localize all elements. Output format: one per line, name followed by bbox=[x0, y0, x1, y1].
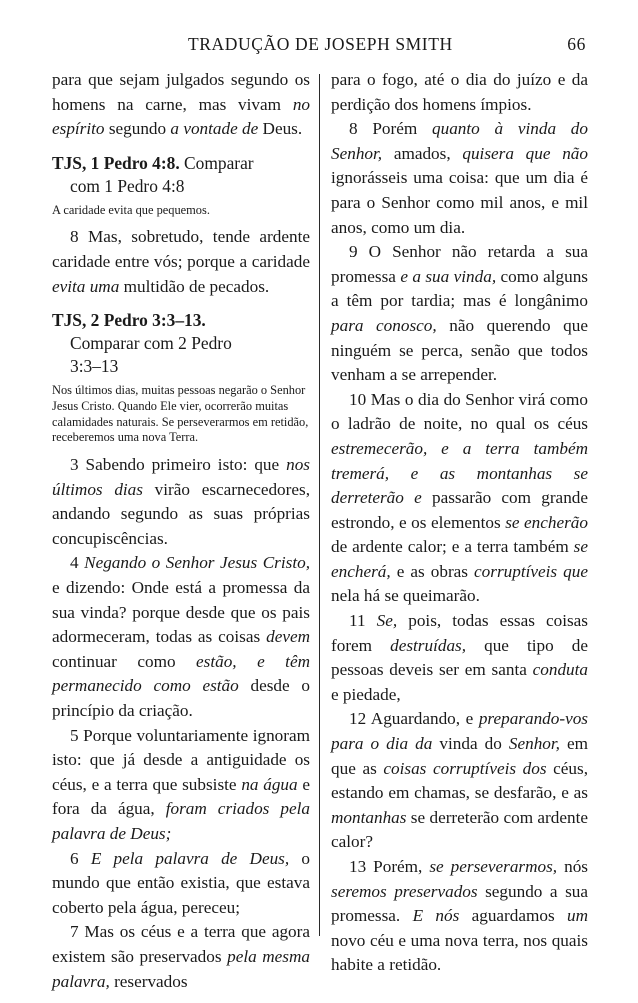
text-run: 8 Mas, sobretudo, tende ardente caridade entre vós; porque a caridade bbox=[52, 227, 310, 272]
text-run: que tipo de pessoas deveis ser em santa bbox=[331, 635, 588, 680]
italic-text: evita uma bbox=[52, 276, 120, 296]
italic-text: no espírito bbox=[52, 94, 310, 139]
text-run: Deus. bbox=[258, 119, 303, 139]
paragraph-continuation bbox=[52, 68, 310, 142]
italic-text: seremos preservados bbox=[331, 881, 478, 901]
text-run: segundo bbox=[104, 119, 171, 139]
verse-10 bbox=[331, 388, 588, 609]
text-run: e fora da água, bbox=[52, 774, 310, 819]
text-run: não querendo que ninguém se perca, senão que todos venham a se arrepender. bbox=[331, 315, 588, 385]
text-run: de ardente calor; e a terra também bbox=[331, 537, 574, 557]
italic-text: corruptíveis que bbox=[474, 561, 588, 581]
text-run: 13 Porém, bbox=[349, 857, 430, 876]
text-run: amados, bbox=[382, 143, 463, 163]
text-run: segundo a sua promessa. bbox=[331, 881, 588, 926]
text-run: passarão com grande estrondo, e os elementos bbox=[331, 488, 589, 532]
text-run: pois, todas essas coisas forem bbox=[331, 611, 588, 655]
verse-9 bbox=[331, 240, 588, 388]
text-run: nós bbox=[557, 857, 588, 876]
text-run: continuar como bbox=[52, 651, 197, 671]
italic-text: quisera que não bbox=[462, 143, 588, 163]
text-run: e as obras bbox=[390, 561, 475, 581]
italic-text: Negando o Senhor Jesus Cristo, bbox=[84, 553, 311, 573]
italic-text: montanhas bbox=[331, 807, 407, 827]
scripture-reference: TJS, 1 Pedro 4:8. bbox=[52, 152, 180, 173]
text-run: desde o princípio da criação. bbox=[52, 676, 310, 721]
text-run: vinda do bbox=[432, 734, 509, 754]
text-run: ignorásseis uma coisa: que um dia é para o Senhor como mil anos, e mil anos, como um dia. bbox=[331, 168, 588, 237]
verse-12 bbox=[331, 707, 588, 855]
verse-6 bbox=[52, 847, 310, 921]
text-run: 4 bbox=[70, 553, 85, 573]
text-run: se derreterão com ardente calor? bbox=[331, 807, 588, 852]
page-header bbox=[52, 34, 586, 58]
verse-8 bbox=[52, 225, 310, 299]
text-run: 12 Aguardando, e bbox=[349, 709, 479, 729]
text-run: 6 bbox=[70, 848, 91, 868]
italic-text: nos últimos dias bbox=[52, 455, 310, 499]
compare-reference: 3:3–13 bbox=[70, 356, 119, 377]
italic-text: se encherão bbox=[505, 512, 588, 532]
scripture-reference: TJS, 2 Pedro 3:3–13. bbox=[52, 310, 206, 331]
italic-text: estão, e têm permanecido como estão bbox=[52, 651, 310, 696]
italic-text: foram criados pela palavra de Deus; bbox=[52, 799, 310, 843]
text-run: o mundo que então existia, que estava coberto pela água, pereceu; bbox=[52, 848, 310, 917]
italic-text: E nós bbox=[412, 906, 460, 926]
verse-3 bbox=[52, 453, 310, 551]
italic-text: quanto à vinda do Senhor, bbox=[331, 119, 588, 163]
italic-text: coisas corruptíveis dos bbox=[383, 758, 547, 778]
italic-text: estremecerão, e a terra também tremerá, e as montanhas se derreterão e bbox=[331, 438, 588, 508]
verse-4 bbox=[52, 551, 310, 723]
right-column bbox=[331, 68, 588, 978]
italic-text: se encherá, bbox=[331, 537, 588, 581]
text-run: e piedade, bbox=[331, 684, 401, 704]
italic-text: a vontade de bbox=[170, 119, 259, 139]
running-title: TRADUÇÃO DE JOSEPH SMITH bbox=[188, 34, 453, 54]
text-run: como alguns a têm por tardia; mas é longânimo bbox=[331, 266, 588, 311]
paragraph-continuation bbox=[331, 68, 588, 117]
column-divider bbox=[319, 74, 320, 936]
italic-text: se perseverarmos, bbox=[429, 857, 558, 876]
text-run: 5 Porque voluntariamente ignoram isto: que já desde a antiguidade os céus, e a terra que subsiste bbox=[52, 725, 310, 794]
text-run: reservados bbox=[109, 971, 188, 991]
italic-text: na água bbox=[241, 774, 298, 794]
italic-text: destruídas, bbox=[390, 635, 467, 655]
text-run: 11 bbox=[349, 611, 377, 631]
text-run: 3 Sabendo primeiro isto: que bbox=[70, 455, 287, 475]
italic-text: pela mesma palavra, bbox=[52, 946, 310, 991]
text-run: virão escarnecedores, andando segundo as suas próprias concupiscências. bbox=[52, 479, 310, 548]
verse-7 bbox=[52, 920, 310, 994]
text-run: novo céu e uma nova terra, nos quais habite a retidão. bbox=[331, 930, 588, 975]
text-run: em que as bbox=[331, 734, 589, 778]
italic-text: conduta bbox=[532, 660, 588, 680]
italic-text: para conosco, bbox=[331, 315, 437, 335]
text-run: aguardamos bbox=[459, 906, 567, 926]
section-summary: Nos últimos dias, muitas pessoas negarão o Senhor Jesus Cristo. Quando Ele vier, ocorrerão muitas calamidades naturais. Se perseverarmos em retidão, receberemos uma nova Terra. bbox=[52, 383, 309, 445]
compare-text: Comparar com 2 Pedro bbox=[70, 333, 232, 354]
section-summary: A caridade evita que pequemos. bbox=[52, 202, 210, 217]
text-run: 8 Porém bbox=[349, 119, 432, 139]
italic-text: e a sua vinda, bbox=[400, 266, 497, 286]
italic-text: Se, bbox=[376, 611, 398, 631]
italic-text: E pela palavra de Deus, bbox=[90, 848, 290, 868]
text-run: multidão de pecados. bbox=[119, 276, 270, 296]
text-run: nela há se queimarão. bbox=[331, 586, 480, 606]
section-heading bbox=[52, 152, 310, 175]
verse-5 bbox=[52, 724, 310, 847]
left-column bbox=[52, 68, 310, 994]
verse-13 bbox=[331, 855, 588, 978]
italic-text: um bbox=[567, 906, 589, 926]
page-number: 66 bbox=[567, 34, 586, 54]
compare-reference: com 1 Pedro 4:8 bbox=[70, 175, 185, 196]
verse-8 bbox=[331, 117, 588, 240]
text-run: 9 O Senhor não retarda a sua promessa bbox=[331, 242, 588, 286]
text-run: e dizendo: Onde está a promessa da sua vinda? porque desde que os pais adormeceram, todas as coisas bbox=[52, 578, 310, 647]
text-run: 7 Mas os céus e a terra que agora existem são preservados bbox=[52, 922, 310, 966]
italic-text: devem bbox=[266, 627, 310, 647]
text-run: 10 Mas o dia do Senhor virá como o ladrão de noite, no qual os céus bbox=[331, 389, 588, 434]
verse-11 bbox=[331, 609, 588, 707]
compare-text: Comparar bbox=[179, 152, 254, 173]
section-heading bbox=[52, 309, 310, 332]
text-run: céus, estando em chamas, se desfarão, e as bbox=[331, 758, 589, 803]
italic-text: Senhor, bbox=[508, 734, 560, 754]
text-run: para o fogo, até o dia do juízo e da perdição dos homens ímpios. bbox=[331, 70, 588, 114]
text-run: para que sejam julgados segundo os homens na carne, mas vivam bbox=[52, 70, 310, 114]
italic-text: preparando-vos para o dia da bbox=[331, 709, 588, 754]
